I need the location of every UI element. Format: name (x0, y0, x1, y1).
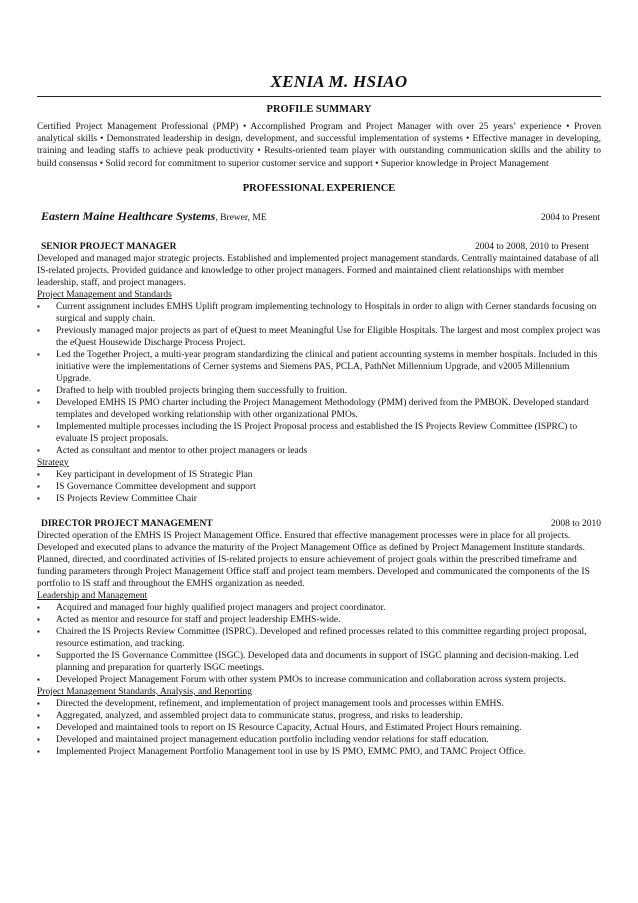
bullet-item (37, 385, 601, 397)
bullet-square-icon: ▪ (37, 349, 40, 359)
role1-description: Developed and managed major strategic projects. Established and implemented project management standards. Centrally maintained database of all IS-related projects. Provided guidance and knowledge to other project managers. Formed and maintained client relationships with member leadership, staff, and project managers. (37, 253, 599, 288)
bullet-square-icon: ▪ (37, 734, 40, 744)
role1-subheading-strategy: Strategy (37, 457, 69, 468)
bullet-item (37, 674, 601, 686)
bullet-text: Developed Project Management Forum with other system PMOs to increase communication and collaboration across system projects. (56, 674, 566, 685)
role2-description: Directed operation of the EMHS IS Project Management Office. Ensured that effective management processes were in place for all projects. Developed and executed plans to advance the maturity of the Project Management Office as defined by Project Management Institute standards. Planned, directed, and coordinated activities of IS-related projects to ensure achievement of project goals within the prescribed timeframe and funding parameters through Project Management Office staff and project team members. Developed and communicated the components of the IS portfolio to IS staff and throughout the EMHS organization as needed. (37, 530, 590, 589)
bullet-item (37, 421, 601, 445)
bullet-item (37, 734, 601, 746)
employer-block (37, 209, 267, 224)
bullet-item (37, 710, 601, 722)
role1-standards-list (37, 301, 601, 457)
resume-page (37, 72, 601, 758)
bullet-text: Acted as mentor and resource for staff and project leadership EMHS-wide. (56, 614, 341, 625)
bullet-square-icon: ▪ (37, 397, 40, 407)
role1-header (37, 242, 601, 252)
bullet-square-icon: ▪ (37, 698, 40, 708)
bullet-square-icon: ▪ (37, 445, 40, 455)
bullet-item (37, 301, 601, 325)
bullet-text: Chaired the IS Projects Review Committee (ISPRC). Developed and refined processes related to this committee regarding project proposal, resource estimation, and tracking. (56, 626, 587, 649)
bullet-item (37, 614, 601, 626)
bullet-item (37, 397, 601, 421)
bullet-square-icon: ▪ (37, 481, 40, 491)
bullet-square-icon: ▪ (37, 301, 40, 311)
profile-summary-text: Certified Project Management Professional (PMP) • Accomplished Program and Project Manager with over 25 years’ experience • Proven analytical skills • Demonstrated leadership in design, development, and successful implementation of systems • Effective manager in developing, training and leading staffs to achieve peak productivity • Results-oriented team player with outstanding communication skills and the ability to build consensus • Solid record for commitment to superior customer service and support • Superior knowledge in Project Management (37, 122, 601, 169)
bullet-item (37, 349, 601, 385)
bullet-square-icon: ▪ (37, 493, 40, 503)
role2-reporting-list (37, 698, 601, 758)
role1-title: SENIOR PROJECT MANAGER (41, 241, 177, 252)
bullet-square-icon: ▪ (37, 469, 40, 479)
employer-line (37, 209, 601, 224)
bullet-item (37, 602, 601, 614)
bullet-text: Acquired and managed four highly qualified project managers and project coordinator. (56, 602, 386, 613)
bullet-text: Developed EMHS IS PMO charter including the Project Management Methodology (PMM) derived from the PMBOK. Developed standard templates and developed working relationship with other organizational PMOs. (56, 397, 589, 420)
bullet-text: Acted as consultant and mentor to other project managers or leads (56, 445, 308, 456)
bullet-square-icon: ▪ (37, 385, 40, 395)
bullet-text: IS Governance Committee development and support (56, 481, 256, 492)
bullet-text: Aggregated, analyzed, and assembled project data to communicate status, progress, and risks to leadership. (56, 710, 463, 721)
experience-heading: PROFESSIONAL EXPERIENCE (242, 182, 396, 194)
bullet-text: Developed and maintained tools to report on IS Resource Capacity, Actual Hours, and Estimated Project Hours remaining. (56, 722, 522, 733)
role1-dates: 2004 to 2008, 2010 to Present (475, 241, 589, 252)
bullet-text: IS Projects Review Committee Chair (56, 493, 197, 504)
bullet-item (37, 481, 601, 493)
bullet-square-icon: ▪ (37, 626, 40, 636)
bullet-square-icon: ▪ (37, 746, 40, 756)
bullet-square-icon: ▪ (37, 710, 40, 720)
bullet-square-icon: ▪ (37, 674, 40, 684)
role2-header (37, 519, 601, 529)
bullet-item (37, 722, 601, 734)
bullet-item (37, 493, 601, 505)
bullet-square-icon: ▪ (37, 421, 40, 431)
bullet-item (37, 469, 601, 481)
bullet-text: Current assignment includes EMHS Uplift program implementing technology to Hospitals in order to align with Cerner standards focusing on surgical and supply chain. (56, 301, 597, 324)
profile-summary-heading: PROFILE SUMMARY (266, 104, 372, 115)
bullet-item (37, 650, 601, 674)
candidate-name: XENIA M. HSIAO (270, 72, 408, 91)
bullet-item (37, 626, 601, 650)
bullet-square-icon: ▪ (37, 650, 40, 660)
employer-name: Eastern Maine Healthcare Systems (41, 208, 216, 223)
bullet-text: Led the Together Project, a multi-year program standardizing the clinical and patient accounting systems in member hospitals. Included in this initiative were the implementations of Cerner systems and Siemens PAS, PCLA, PathNet Millennium Upgrade, and v2005 Millennium Upgrade. (56, 349, 598, 384)
bullet-text: Implemented multiple processes including the IS Project Proposal process and established the IS Projects Review Committee (ISPRC) to evaluate IS project proposals. (56, 421, 578, 444)
role2-subheading-leadership: Leadership and Management (37, 590, 148, 601)
bullet-text: Supported the IS Governance Committee (ISGC). Developed data and documents in support of ISGC planning and decision-making. Led planning and preparation for quarterly ISGC meetings. (56, 650, 579, 673)
bullet-square-icon: ▪ (37, 602, 40, 612)
bullet-text: Key participant in development of IS Strategic Plan (56, 469, 253, 480)
bullet-square-icon: ▪ (37, 325, 40, 335)
role1-strategy-list (37, 469, 601, 505)
bullet-text: Directed the development, refinement, and implementation of project management tools and processes within EMHS. (56, 698, 504, 709)
bullet-text: Developed and maintained project management education portfolio including vendor relations for staff education. (56, 734, 489, 745)
bullet-item (37, 746, 601, 758)
role2-leadership-list (37, 602, 601, 686)
bullet-text: Implemented Project Management Portfolio Management tool in use by IS PMO, EMMC PMO, and TAMC Project Office. (56, 746, 526, 757)
employer-location: , Brewer, ME (215, 212, 267, 223)
bullet-square-icon: ▪ (37, 614, 40, 624)
role2-dates: 2008 to 2010 (550, 518, 601, 529)
role2-subheading-reporting: Project Management Standards, Analysis, and Reporting (37, 686, 253, 697)
bullet-square-icon: ▪ (37, 722, 40, 732)
bullet-text: Previously managed major projects as part of eQuest to meet Meaningful Use for Eligible Hospitals. The largest and most complex project was the eQuest Housewide Discharge Process Project. (56, 325, 601, 348)
header-rule (37, 96, 601, 97)
role2-title: DIRECTOR PROJECT MANAGEMENT (41, 518, 213, 529)
bullet-item (37, 445, 601, 457)
role1-subheading-standards: Project Management and Standards (37, 289, 172, 300)
employer-dates: 2004 to Present (540, 212, 600, 223)
bullet-text: Drafted to help with troubled projects bringing them successfully to fruition. (56, 385, 348, 396)
bullet-item (37, 698, 601, 710)
bullet-item (37, 325, 601, 349)
